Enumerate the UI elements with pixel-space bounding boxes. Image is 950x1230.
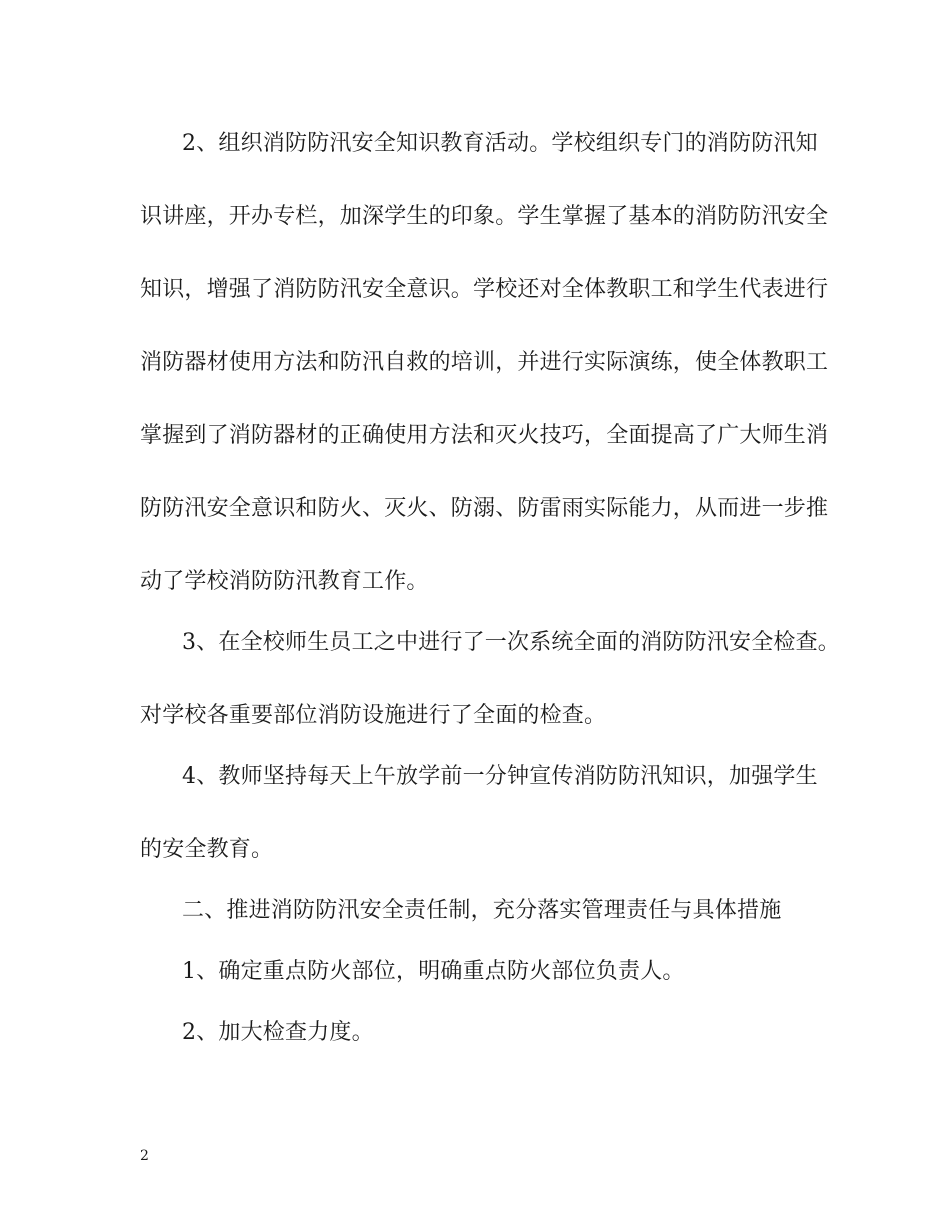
paragraph-line: 动了学校消防防汛教育工作。 (140, 569, 429, 594)
paragraph-line: 知识，增强了消防防汛安全意识。学校还对全体教职工和学生代表进行 (140, 277, 829, 302)
section-heading: 二、推进消防防汛安全责任制，充分落实管理责任与具体措施 (182, 898, 782, 923)
paragraph-line: 识讲座，开办专栏，加深学生的印象。学生掌握了基本的消防防汛安全 (140, 204, 829, 229)
page-number: 2 (140, 1148, 149, 1164)
paragraph-line: 对学校各重要部位消防设施进行了全面的检查。 (140, 703, 607, 728)
paragraph-line: 防防汛安全意识和防火、灭火、防溺、防雷雨实际能力，从而进一步推 (140, 496, 829, 521)
paragraph-line: 2、加大检查力度。 (182, 1020, 374, 1045)
paragraph-line: 1、确定重点防火部位，明确重点防火部位负责人。 (182, 959, 685, 984)
paragraph-line: 消防器材使用方法和防汛自救的培训，并进行实际演练，使全体教职工 (140, 350, 829, 375)
paragraph-line: 2、组织消防防汛安全知识教育活动。学校组织专门的消防防汛知 (182, 131, 818, 156)
paragraph-line: 3、在全校师生员工之中进行了一次系统全面的消防防汛安全检查。 (182, 630, 840, 655)
paragraph-line: 掌握到了消防器材的正确使用方法和灭火技巧，全面提高了广大师生消 (140, 423, 829, 448)
paragraph-line: 4、教师坚持每天上午放学前一分钟宣传消防防汛知识，加强学生 (182, 764, 818, 789)
paragraph-line: 的安全教育。 (140, 837, 274, 862)
